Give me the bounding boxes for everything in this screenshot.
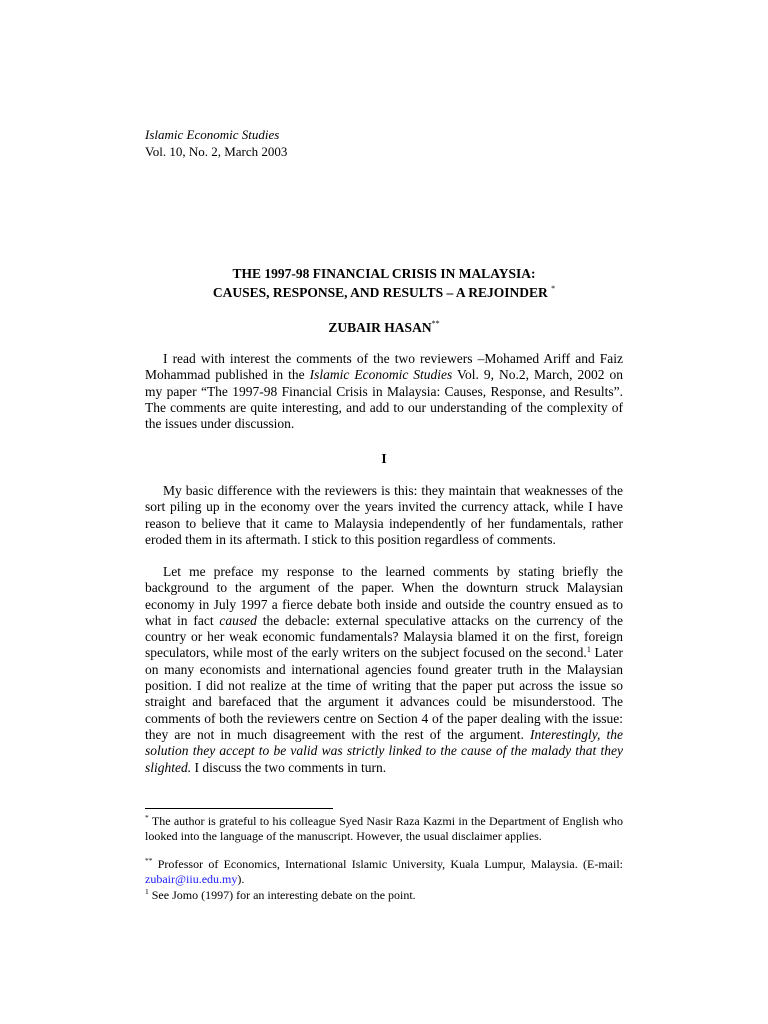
paragraph-preface-emphasis: Interestingly, the solution they accept to be valid was strictly linked to the cause of the malady that they slighted. [145, 726, 623, 775]
footnote-ref-1[interactable]: 1 [586, 645, 591, 655]
author-name: ZUBAIR HASAN [328, 320, 432, 335]
journal-name: Islamic Economic Studies [145, 127, 280, 142]
footnote-3-text: See Jomo (1997) for an interesting debate on the point. [148, 888, 416, 902]
title-line-2 [145, 283, 623, 302]
paragraph-preface-part2: the debacle: external speculative attacks on the currency of the country or her weak economic fundamentals? Malaysia blamed it on the first, foreign speculators, while most of the early writers on the subject focused on the second. [145, 612, 623, 661]
article-author [145, 318, 623, 337]
footnote-2-mark: ** [145, 856, 153, 865]
section-heading: I [381, 451, 387, 466]
paragraph-intro-part1: I read with interest the comments of the two reviewers –Mohamed Ariff and Faiz Mohammad published in the [145, 351, 623, 383]
footnote-divider [145, 808, 333, 809]
footnote-acknowledgement [145, 814, 623, 843]
title-line-1: THE 1997-98 FINANCIAL CRISIS IN MALAYSIA: [232, 266, 536, 281]
paragraph-preface-part1: Let me preface my response to the learned comments by stating briefly the background to the argument of the paper. When the downturn struck Malaysian economy in July 1997 a fierce debate both inside and outside the country ensued as to what in fact [145, 564, 623, 628]
footnote-1-mark: * [145, 813, 149, 822]
journal-issue: Vol. 10, No. 2, March 2003 [145, 143, 288, 159]
footnote-reference [145, 888, 623, 903]
paragraph-preface [145, 564, 623, 776]
author-footnote-mark[interactable]: ** [431, 319, 440, 328]
footnote-2-text: Professor of Economics, International Islamic University, Kuala Lumpur, Malaysia. (E-mail: [152, 857, 623, 871]
title-footnote-mark[interactable]: * [551, 284, 556, 293]
title-line-2-text: CAUSES, RESPONSE, AND RESULTS – A REJOINDER [212, 285, 548, 300]
footnote-1-text: The author is grateful to his colleague Syed Nasir Raza Kazmi in the Department of English who looked into the language of the manuscript. However, the usual disclaimer applies. [145, 814, 623, 843]
footnote-3-mark: 1 [145, 887, 149, 896]
paragraph-preface-part3: Later on many economists and international agencies found greater truth in the Malaysian position. I did not realize at the time of writing that the paper put across the issue so straight and barefaced that the argument it advances could be misunderstood. The comments of both the reviewers centre on Section 4 of the paper dealing with the issue: they are not in much disagreement with the rest of the argument. [145, 645, 623, 742]
paragraph-preface-caused: caused [219, 612, 257, 628]
document-page [145, 0, 623, 1024]
author-email-link[interactable]: zubair@iiu.edu.my [145, 871, 238, 886]
footnote-affiliation [145, 857, 623, 886]
footnote-2-end: ). [237, 871, 245, 886]
paragraph-intro [145, 351, 623, 432]
article-title [145, 264, 623, 302]
paragraph-intro-part2: Vol. 9, No.2, March, 2002 on my paper “The 1997-98 Financial Crisis in Malaysia: Causes, Response, and Results”. The comments are quite interesting, and add to our understanding of the complexity of the issues under discussion. [145, 367, 623, 432]
paragraph-basic-difference: My basic difference with the reviewers is this: they maintain that weaknesses of the sort piling up in the economy over the years invited the currency attack, while I have reason to believe that it came to Malaysia independently of her fundamentals, rather eroded them in its aftermath. I stick to this position regardless of comments. [145, 483, 623, 547]
journal-header [145, 127, 287, 160]
paragraph-intro-journal: Islamic Economic Studies [309, 367, 453, 383]
paragraph-preface-part4: I discuss the two comments in turn. [191, 759, 387, 775]
